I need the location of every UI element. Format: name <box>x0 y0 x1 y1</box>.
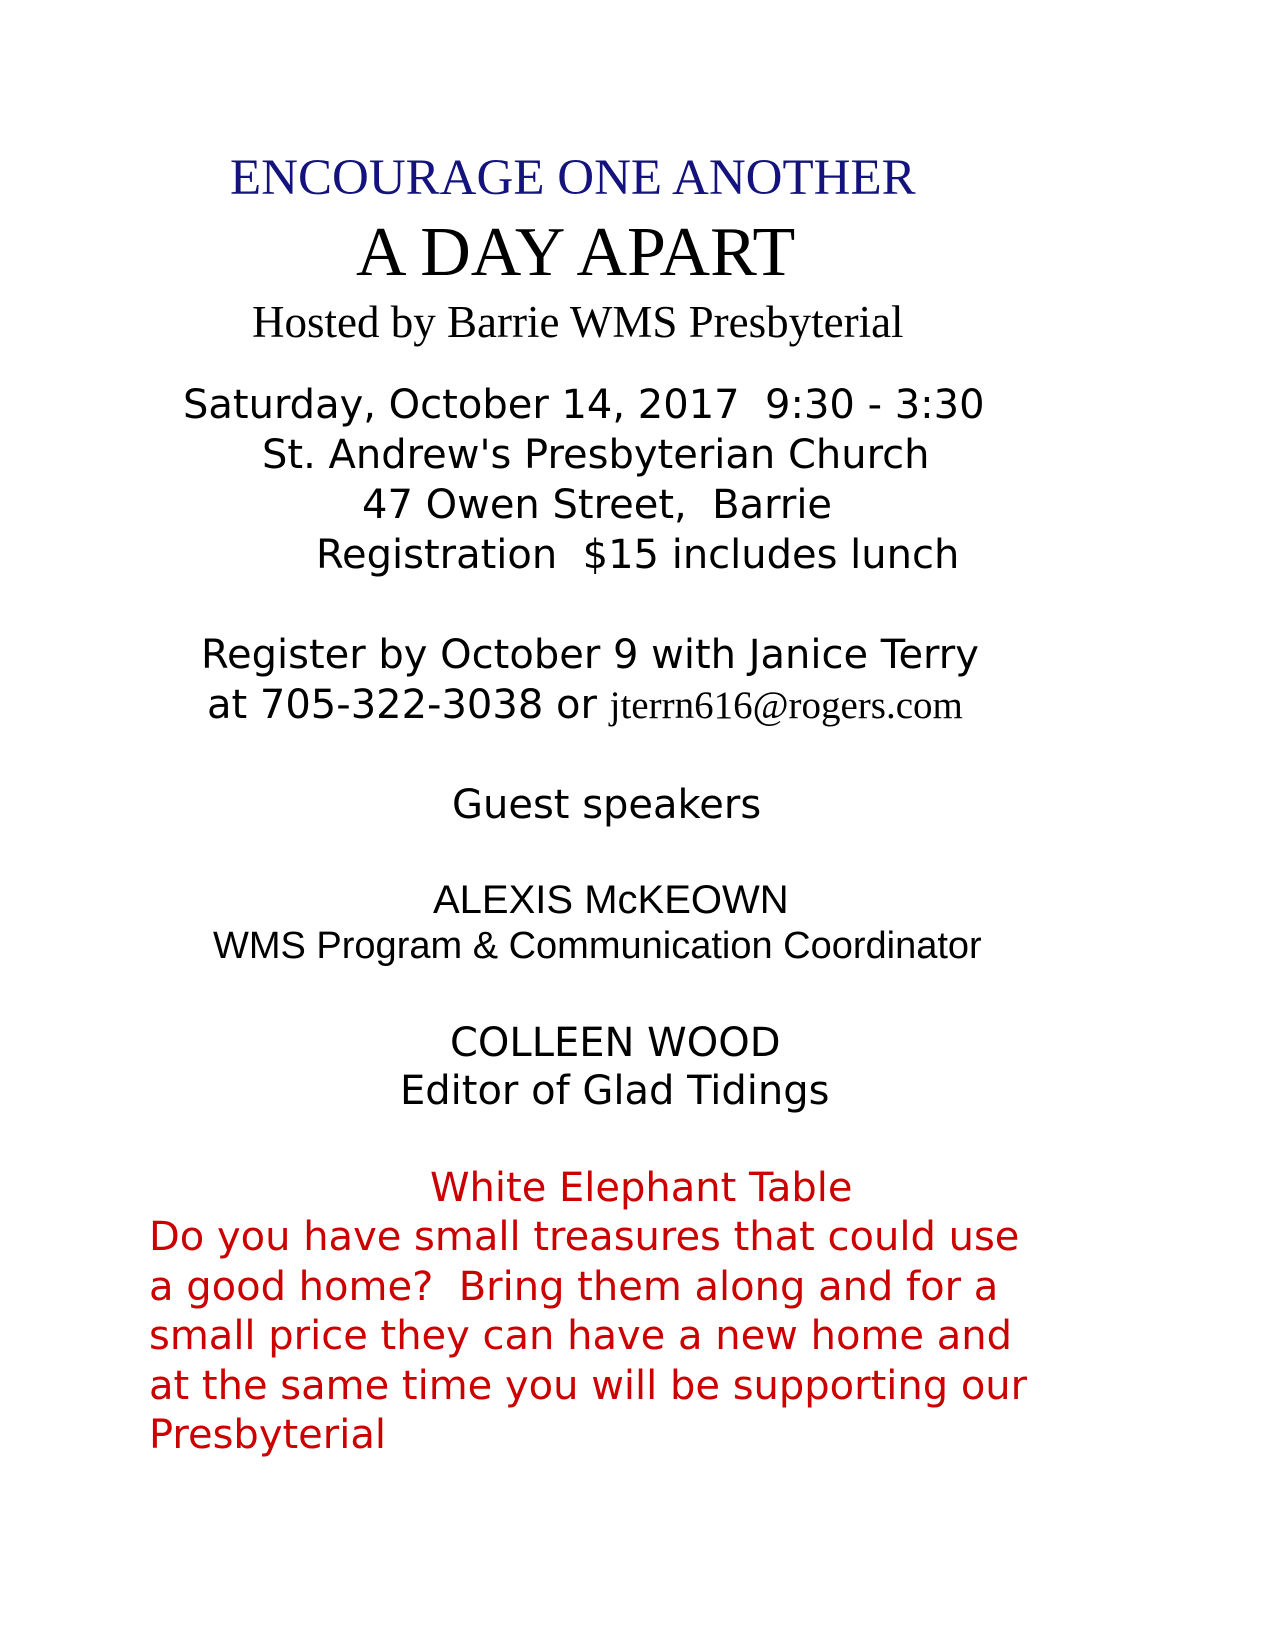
host-line: Hosted by Barrie WMS Presbyterial <box>252 297 904 347</box>
guest-speakers-heading: Guest speakers <box>452 782 762 828</box>
theme-heading: ENCOURAGE ONE ANOTHER <box>230 150 916 206</box>
speaker-name: COLLEEN WOOD <box>450 1020 781 1066</box>
registration-fee: Registration $15 includes lunch <box>316 532 960 578</box>
white-elephant-text-line: Presbyterial <box>149 1412 386 1458</box>
event-title: A DAY APART <box>356 214 796 291</box>
white-elephant-title: White Elephant Table <box>430 1165 853 1211</box>
white-elephant-text-line: Do you have small treasures that could use <box>149 1214 1020 1260</box>
speaker-role: Editor of Glad Tidings <box>400 1068 830 1114</box>
register-deadline: Register by October 9 with Janice Terry <box>201 632 979 678</box>
register-contact <box>207 682 963 728</box>
contact-phone: at 705-322-3038 or <box>207 682 610 728</box>
white-elephant-text-line: at the same time you will be supporting our <box>149 1363 1028 1409</box>
speaker-role: WMS Program & Communication Coordinator <box>213 925 982 967</box>
white-elephant-text-line: small price they can have a new home and <box>149 1313 1012 1359</box>
event-venue: St. Andrew's Presbyterian Church <box>262 432 930 478</box>
event-date-time: Saturday, October 14, 2017 9:30 - 3:30 <box>183 382 985 428</box>
white-elephant-text-line: a good home? Bring them along and for a <box>149 1264 999 1310</box>
event-address: 47 Owen Street, Barrie <box>362 482 833 528</box>
contact-email: jterrn616@rogers.com <box>609 684 963 727</box>
speaker-name: ALEXIS McKEOWN <box>433 878 789 922</box>
